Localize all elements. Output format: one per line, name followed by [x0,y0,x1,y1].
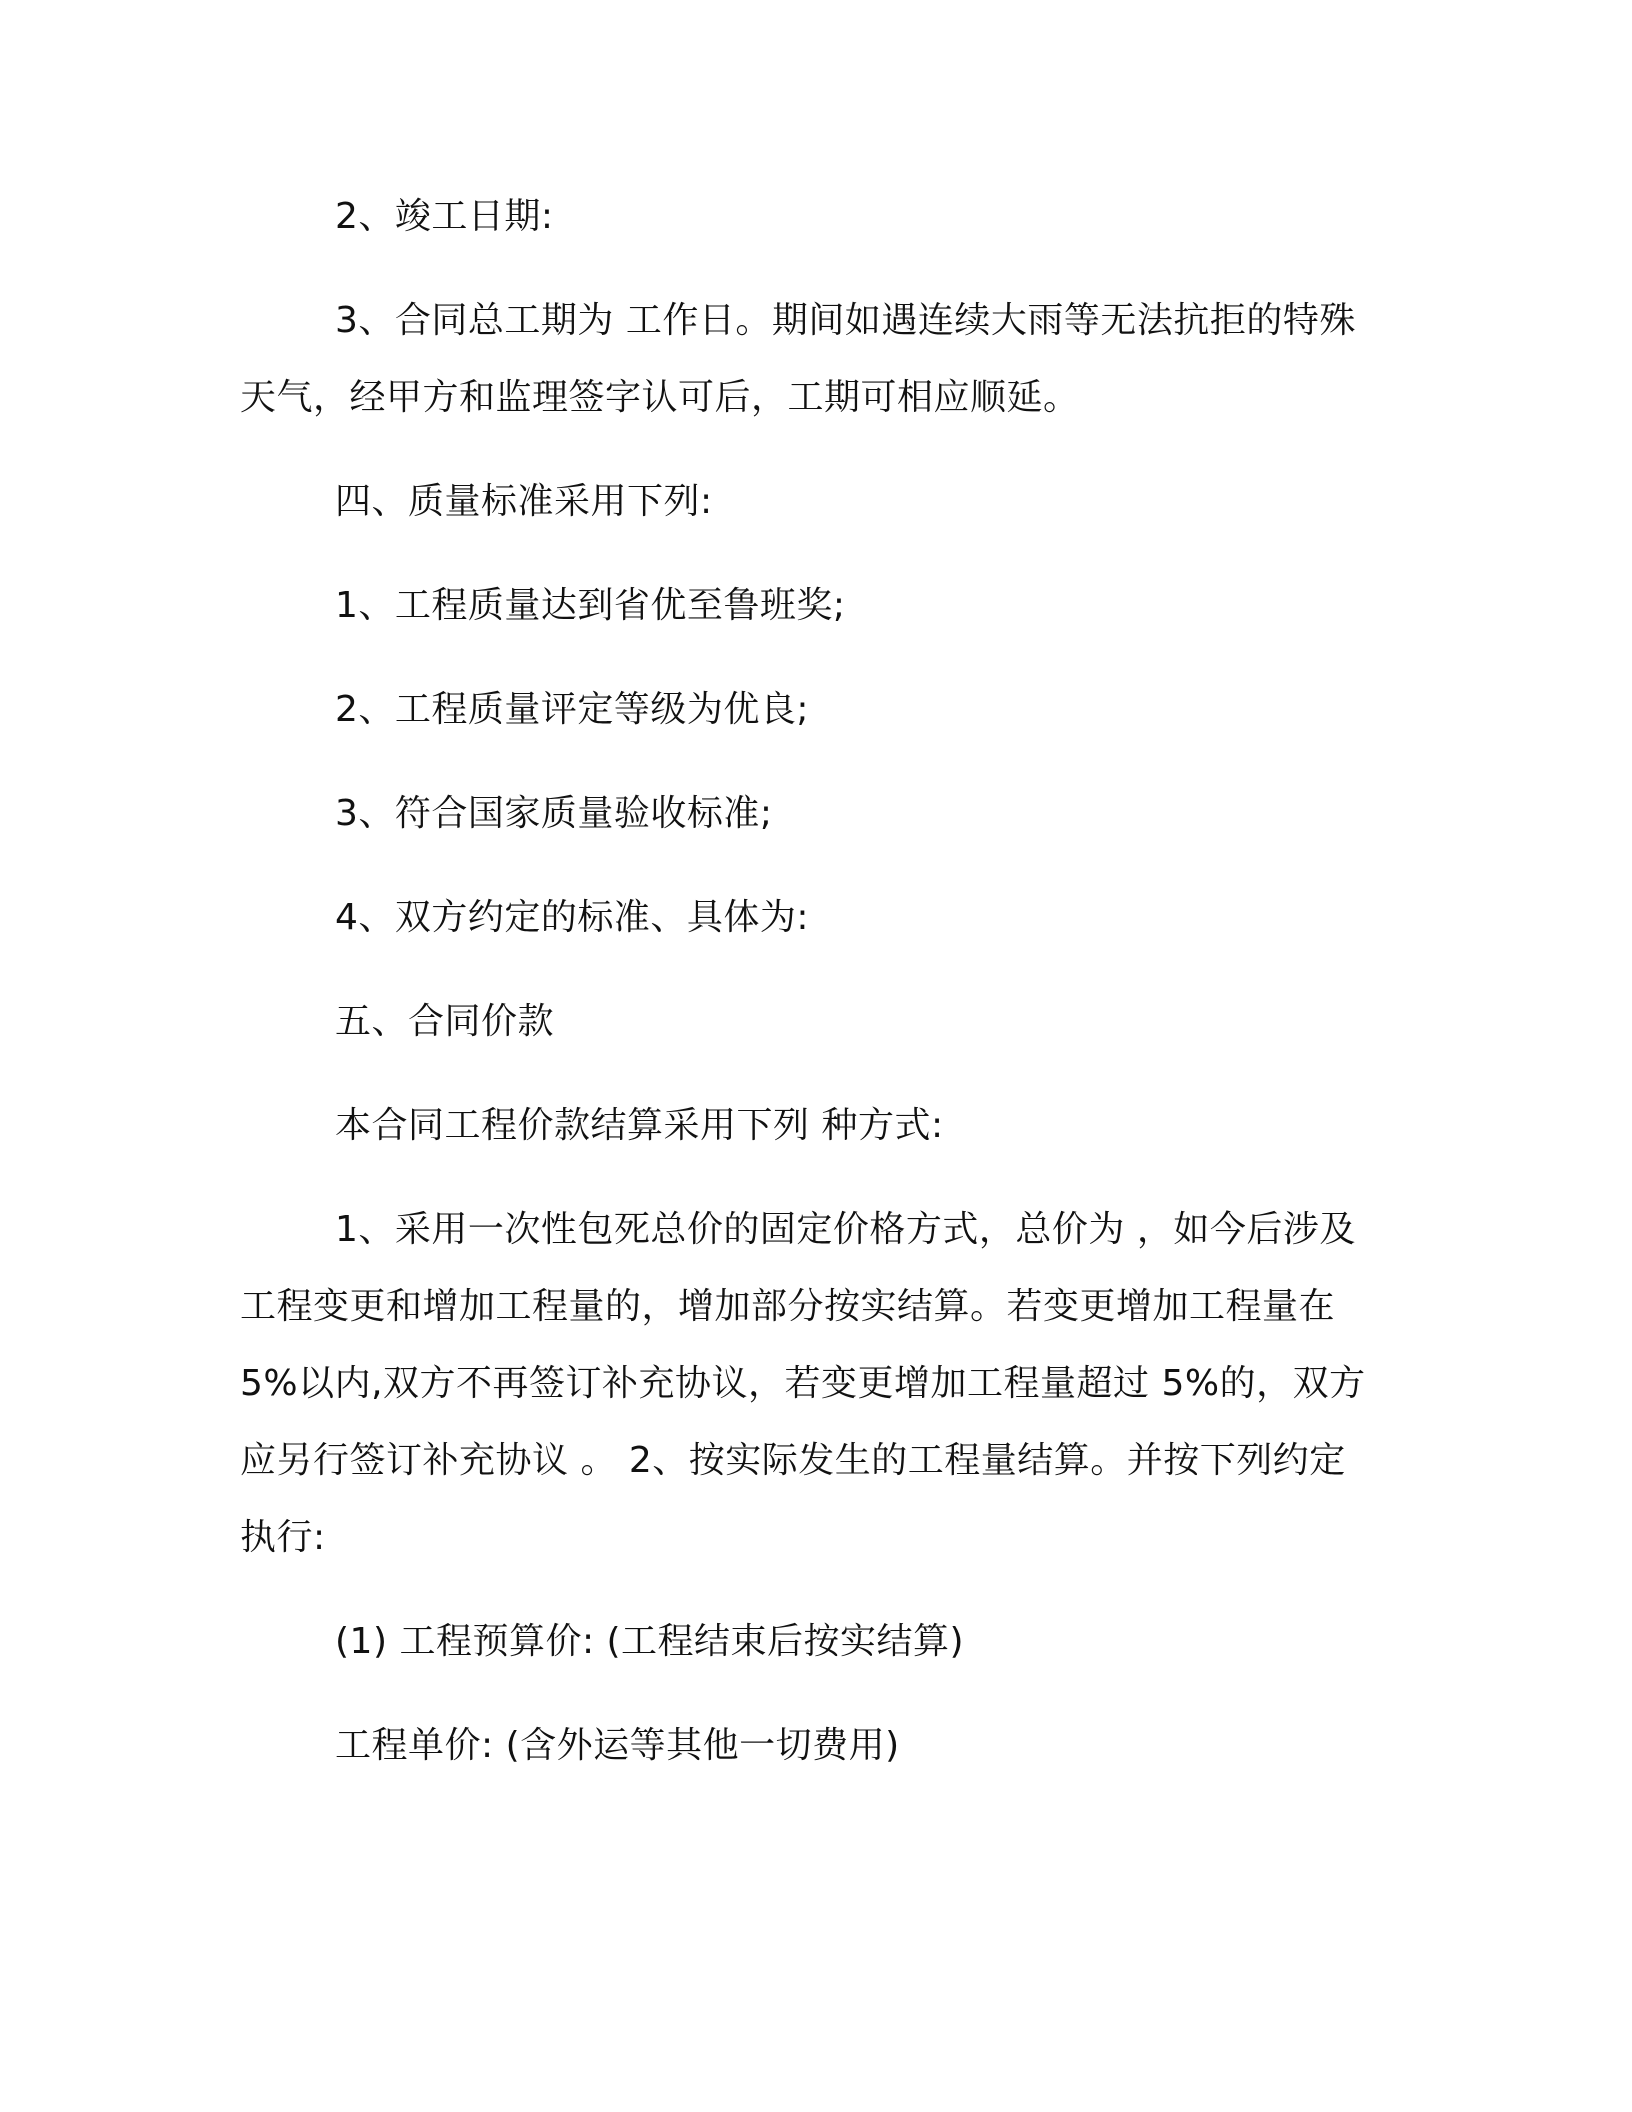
paragraph-unit-price: 工程单价: (含外运等其他一切费用) [335,1725,900,1766]
paragraph-settlement-method: 本合同工程价款结算采用下列 种方式: [335,1105,944,1146]
paragraph-agreed-standard: 4、双方约定的标准、具体为: [335,897,810,938]
paragraph-completion-date: 2、竣工日期: [335,196,554,237]
paragraph-total-duration: 3、合同总工期为 工作日。期间如遇连续大雨等无法抗拒的特殊天气，经甲方和监理签字认可后，工期可相应顺延。 [240,300,1356,418]
paragraph-quality-award: 1、工程质量达到省优至鲁班奖; [335,585,846,626]
paragraph-fixed-price-method: 1、采用一次性包死总价的固定价格方式，总价为 ，如今后涉及工程变更和增加工程量的，增加部分按实结算。若变更增加工程量在5%以内,双方不再签订补充协议，若变更增加工程量超过 5%的，双方应另行签订补充协议 。 2、按实际发生的工程量结算。并按下列约定执行: [240,1209,1366,1558]
section-heading-quality-standard: 四、质量标准采用下列: [335,481,713,522]
paragraph-budget-price: (1) 工程预算价: (工程结束后按实结算) [335,1621,965,1662]
paragraph-quality-grade: 2、工程质量评定等级为优良; [335,689,810,730]
document-body [240,178,1374,1784]
paragraph-national-standard: 3、符合国家质量验收标准; [335,793,773,834]
section-heading-contract-price: 五、合同价款 [335,1001,555,1042]
